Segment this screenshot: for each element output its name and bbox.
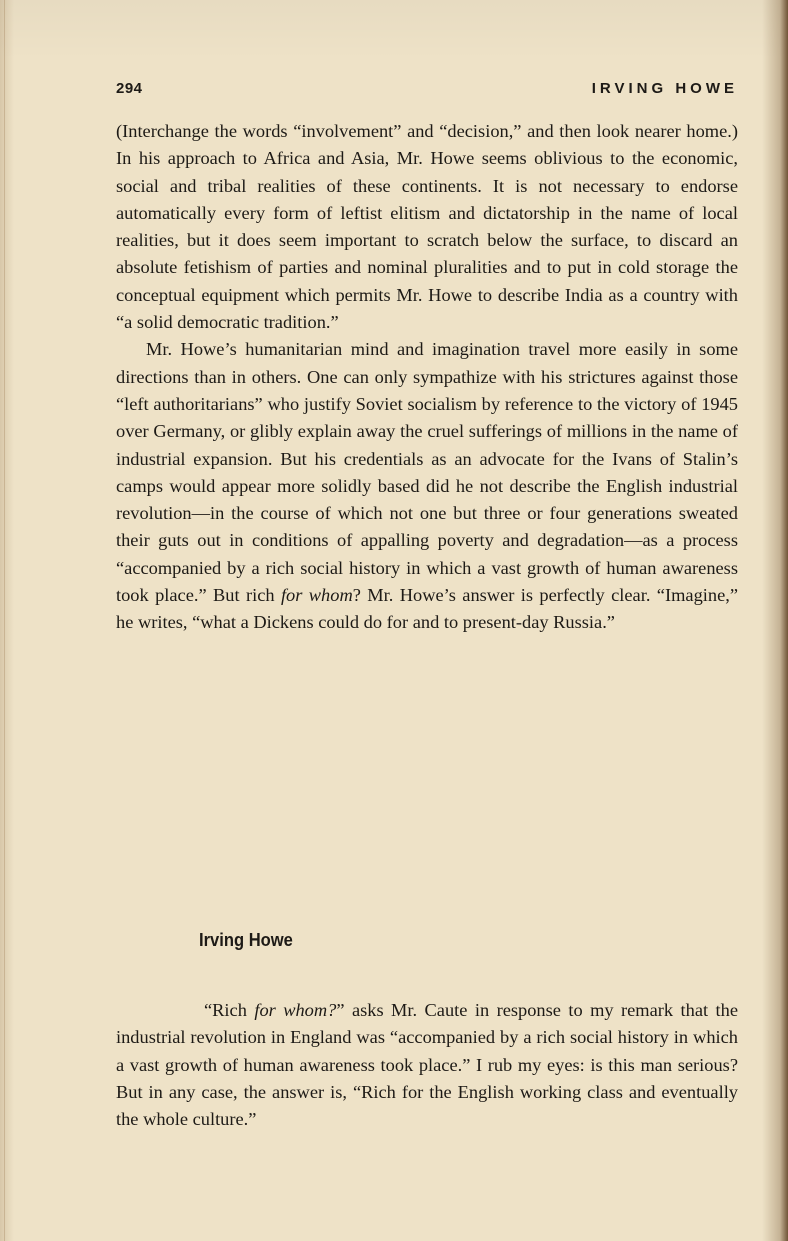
page-number: 294 [116, 80, 143, 97]
howe-reply [116, 997, 738, 1133]
page-gutter-edge [4, 0, 5, 1241]
emphasis-text: for whom? [254, 1000, 337, 1020]
paragraph-text: “Rich [204, 1000, 255, 1020]
running-head [116, 80, 738, 104]
paragraph-text: Mr. Howe’s humanitarian mind and imagination travel more easily in some directions than in others. One can only sympathize with his strictures against those “left authoritarians” who justify Soviet socialism by reference to the victory of 1945 over Germany, or glibly explain away the cruel sufferings of millions in the name of industrial expansion. But his credentials as an advocate for the Ivans of Stalin’s camps would appear more solidly based did he not describe the English industrial revolution—in the course of which not one but three or four generations sweated their guts out in conditions of appalling poverty and degradation—as a process “accompanied by a rich social history in which a vast growth of human awareness took place.” But rich [116, 339, 738, 606]
caute-letter-conclusion [116, 118, 738, 637]
paragraph-text: ” asks Mr. Caute in response to my remark that the industrial revolution in England was “accompanied by a rich social history in which a vast growth of human awareness took place.” I rub my eyes: is this man serious? But in any case, the answer is, “Rich for the English working class and eventually the whole culture.” [116, 1000, 738, 1130]
paragraph: (Interchange the words “involvement” and “decision,” and then look nearer home.) In his approach to Africa and Asia, Mr. Howe seems oblivious to the economic, social and tribal realities of these continents. It is not necessary to endorse automatically every form of leftist elitism and dictatorship in the name of local realities, but it does seem important to scratch below the surface, to discard an absolute fetishism of parties and nominal pluralities and to put in cold storage the conceptual equipment which permits Mr. Howe to describe India as a country with “a solid democratic tradition.” [116, 121, 738, 333]
running-head-author: IRVING HOWE [591, 80, 738, 97]
reply-author-heading: Irving Howe [199, 930, 293, 950]
paragraph-text: ? Mr. Howe’s answer is perfectly clear. “Imagine,” he writes, “what a Dickens could do for and to present-day Russia.” [116, 585, 738, 633]
paragraph [116, 336, 738, 636]
emphasis-text: for whom [280, 585, 353, 606]
paragraph [116, 997, 738, 1133]
